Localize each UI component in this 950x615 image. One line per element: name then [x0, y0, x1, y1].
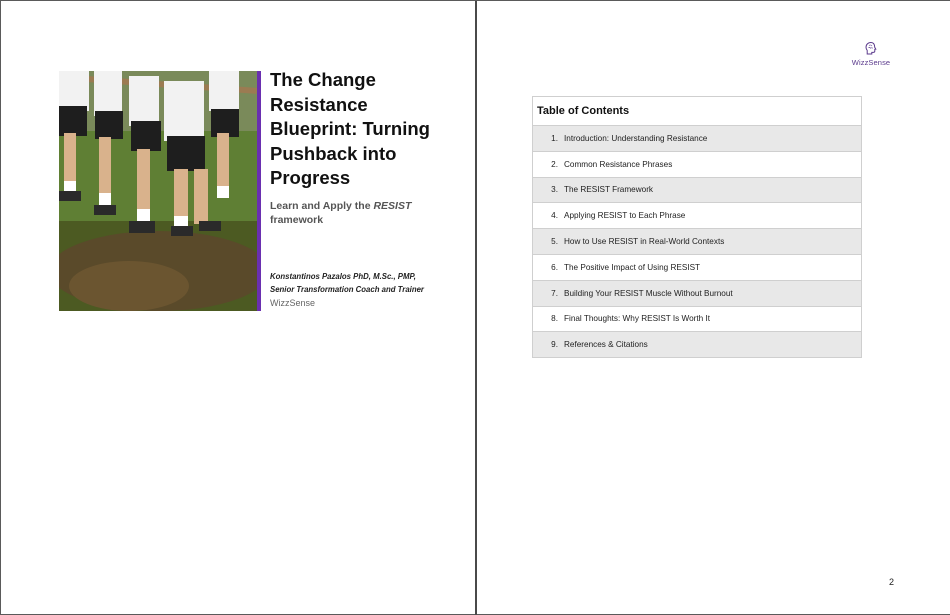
- cover-photo-tug-of-war: [59, 71, 257, 311]
- brain-head-icon: [863, 41, 879, 57]
- toc-item-text: References & Citations: [564, 340, 648, 350]
- cover-author: [270, 270, 470, 296]
- toc-title: Table of Contents: [533, 97, 861, 126]
- toc-item-text: Common Resistance Phrases: [564, 159, 673, 169]
- cover-subtitle: [270, 199, 460, 227]
- toc-item-text: Applying RESIST to Each Phrase: [564, 211, 686, 221]
- subtitle-prefix: Learn and Apply the: [270, 200, 374, 212]
- toc-item-text: The Positive Impact of Using RESIST: [564, 262, 701, 272]
- toc-item-number: 1.: [551, 133, 558, 143]
- toc-item[interactable]: [533, 152, 861, 178]
- cover-page: [1, 1, 475, 614]
- toc-item[interactable]: [533, 307, 861, 333]
- subtitle-suffix: framework: [270, 214, 324, 226]
- toc-item-text: Introduction: Understanding Resistance: [564, 133, 708, 143]
- page-number: 2: [889, 577, 895, 587]
- toc-page: [477, 1, 950, 614]
- toc-item[interactable]: [533, 126, 861, 152]
- toc-item-number: 2.: [551, 159, 558, 169]
- toc-item-number: 4.: [551, 211, 558, 221]
- toc-item-number: 9.: [551, 340, 558, 350]
- toc-item-text: The RESIST Framework: [564, 185, 654, 195]
- logo-text: WizzSense: [851, 58, 891, 67]
- author-role: Senior Transformation Coach and Trainer: [270, 285, 424, 294]
- toc-item-number: 3.: [551, 185, 558, 195]
- toc-item-number: 6.: [551, 262, 558, 272]
- subtitle-emphasis: RESIST: [373, 200, 412, 212]
- cover-organization: WizzSense: [270, 298, 316, 308]
- toc-item-number: 8.: [551, 314, 558, 324]
- toc-item[interactable]: [533, 178, 861, 204]
- toc-item-text: How to Use RESIST in Real-World Contexts: [564, 237, 725, 247]
- toc-item[interactable]: [533, 255, 861, 281]
- toc-item-number: 7.: [551, 288, 558, 298]
- cover-accent-bar: [257, 71, 261, 311]
- author-credentials: Konstantinos Pazalos PhD, M.Sc., PMP,: [270, 272, 416, 281]
- toc-item[interactable]: [533, 203, 861, 229]
- toc-item[interactable]: [533, 281, 861, 307]
- toc-item-number: 5.: [551, 237, 558, 247]
- toc-item-text: Building Your RESIST Muscle Without Burnout: [564, 288, 733, 298]
- cover-title: The Change Resistance Blueprint: Turning Pushback into Progress: [270, 69, 430, 189]
- toc-item[interactable]: [533, 332, 861, 358]
- toc-item-text: Final Thoughts: Why RESIST Is Worth It: [564, 314, 711, 324]
- wizzsense-logo: [849, 41, 893, 67]
- toc-item[interactable]: [533, 229, 861, 255]
- table-of-contents: [532, 96, 862, 358]
